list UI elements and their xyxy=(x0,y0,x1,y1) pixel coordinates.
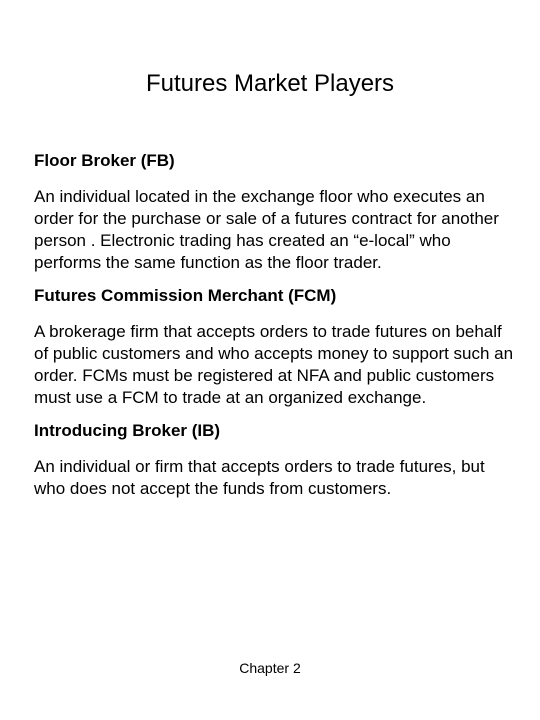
section-heading: Introducing Broker (IB) xyxy=(34,421,221,440)
slide-title: Futures Market Players xyxy=(145,70,395,97)
section-heading: Futures Commission Merchant (FCM) xyxy=(34,286,337,305)
section-text: An individual located in the exchange floor who executes an order for the purchase or sale of a futures contract for another person . Electronic trading has created an “e-local” who performs the same function as the floor trader. xyxy=(34,187,499,272)
slide-footer: Chapter 2 xyxy=(239,660,301,676)
section-heading: Floor Broker (FB) xyxy=(34,151,175,170)
section-text: An individual or firm that accepts orders to trade futures, but who does not accept the funds from customers. xyxy=(34,457,485,498)
section-fcm xyxy=(34,285,514,409)
section-floor-broker xyxy=(34,150,514,274)
slide-body xyxy=(34,150,514,511)
section-text: A brokerage firm that accepts orders to trade futures on behalf of public customers and who accepts money to support such an order. FCMs must be registered at NFA and public customers must use a FCM to trade at an organized exchange. xyxy=(34,322,514,407)
section-introducing-broker xyxy=(34,420,514,500)
